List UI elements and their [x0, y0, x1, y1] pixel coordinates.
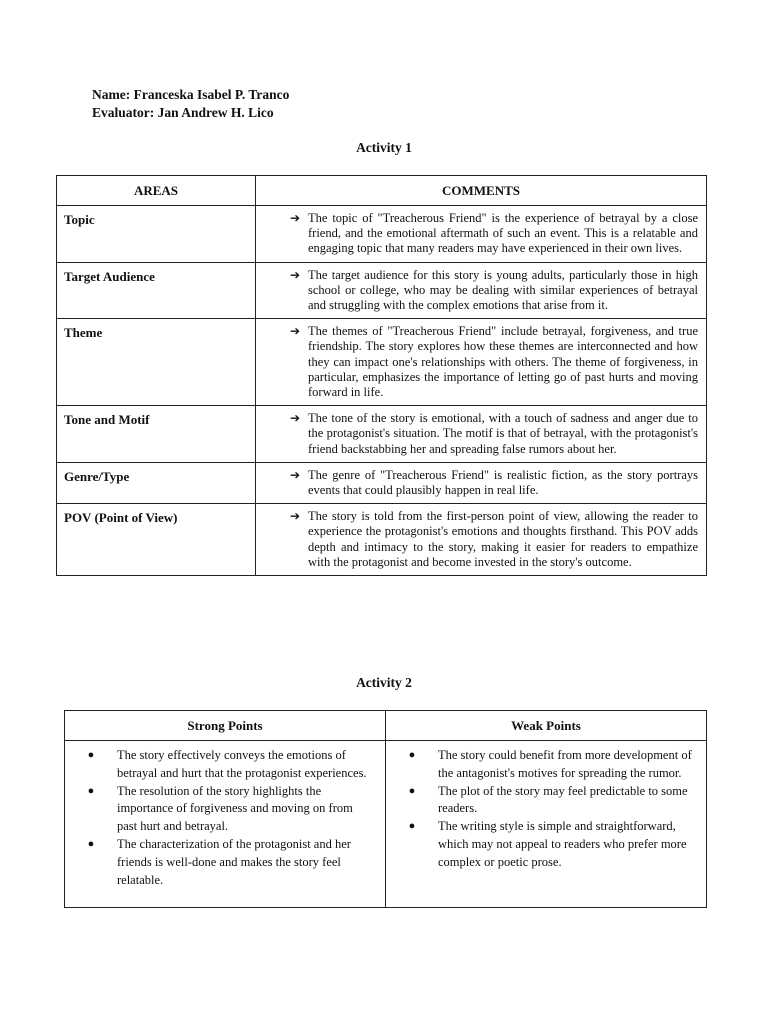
- student-name: Name: Franceska Isabel P. Tranco: [92, 87, 290, 102]
- bullet-icon: ●: [408, 784, 416, 797]
- comment-text: The tone of the story is emotional, with a touch of sadness and anger due to the protagonist's situation. The motif is that of betrayal, with the protagonist's friend backstabbing her and spreading false rumors about her.: [308, 411, 698, 456]
- arrow-icon: ➔: [289, 411, 300, 426]
- area-cell: Theme: [57, 319, 256, 406]
- comment-text: The genre of "Treacherous Friend" is realistic fiction, as the story portrays events that could plausibly happen in real life.: [308, 467, 698, 498]
- table-row: [57, 504, 707, 576]
- area-cell: Target Audience: [57, 262, 256, 319]
- area-cell: Tone and Motif: [57, 406, 256, 463]
- strong-points-list: [65, 747, 375, 889]
- activity-2-table: [64, 710, 707, 908]
- activity-1-table: [56, 175, 707, 576]
- bullet-icon: ●: [408, 749, 416, 761]
- area-cell: POV (Point of View): [57, 504, 256, 576]
- strong-points-cell: [65, 741, 386, 908]
- table-row: [57, 406, 707, 463]
- area-cell: Topic: [57, 206, 256, 263]
- strong-points-header: Strong Points: [65, 711, 386, 741]
- bullet-icon: ●: [87, 784, 95, 797]
- arrow-icon: ➔: [289, 467, 300, 482]
- activity-2-title: Activity 2: [356, 675, 412, 690]
- comments-column-header: COMMENTS: [256, 176, 707, 206]
- list-item: ● The resolution of the story highlights the importance of forgiveness and moving on from past hurt and betrayal.: [65, 783, 375, 836]
- bullet-icon: ●: [87, 749, 95, 761]
- table-row: [57, 462, 707, 503]
- evaluator-name: Evaluator: Jan Andrew H. Lico: [92, 105, 274, 120]
- arrow-icon: ➔: [289, 267, 300, 282]
- comment-text: The story is told from the first-person point of view, allowing the reader to experience the protagonist's emotions and thoughts firsthand. This POV adds depth and intimacy to the story, making it easier for readers to empathize with the protagonist and become invested in the story's outcome.: [308, 509, 698, 569]
- bullet-icon: ●: [408, 820, 416, 833]
- list-item: ● The writing style is simple and straightforward, which may not appeal to readers who prefer more complex or poetic prose.: [386, 818, 696, 871]
- activity-1-title: Activity 1: [356, 140, 412, 155]
- list-item: ● The story could benefit from more development of the antagonist's motives for spreading the rumor.: [386, 747, 696, 783]
- table-row: [57, 262, 707, 319]
- document-header: [92, 86, 289, 122]
- areas-column-header: AREAS: [57, 176, 256, 206]
- arrow-icon: ➔: [289, 211, 300, 225]
- arrow-icon: ➔: [289, 324, 300, 339]
- comment-text: The topic of "Treacherous Friend" is the experience of betrayal by a close friend, and the emotional aftermath of such an event. This is a relatable and engaging topic that many readers may have experienced in their own lives.: [308, 211, 698, 256]
- area-cell: Genre/Type: [57, 462, 256, 503]
- comment-text: The target audience for this story is young adults, particularly those in high school or college, who may be dealing with similar experiences of betrayal and struggling with the complex emotions that arise from it.: [308, 267, 698, 313]
- weak-points-header: Weak Points: [386, 711, 707, 741]
- bullet-icon: ●: [87, 837, 95, 850]
- weak-points-cell: [386, 741, 707, 908]
- list-item: ● The plot of the story may feel predictable to some readers.: [386, 783, 696, 819]
- list-item: ● The characterization of the protagonist and her friends is well-done and makes the story feel relatable.: [65, 836, 375, 889]
- table-row: [57, 206, 707, 263]
- weak-points-list: [386, 747, 696, 872]
- list-item: ● The story effectively conveys the emotions of betrayal and hurt that the protagonist experiences.: [65, 747, 375, 783]
- comment-text: The themes of "Treacherous Friend" include betrayal, forgiveness, and true friendship. The story explores how these themes are interconnected and how they can impact one's relationships with others. The theme of forgiveness, in particular, emphasizes the importance of letting go of past hurts and moving forward in life.: [308, 324, 698, 400]
- arrow-icon: ➔: [289, 509, 300, 524]
- table-row: [57, 319, 707, 406]
